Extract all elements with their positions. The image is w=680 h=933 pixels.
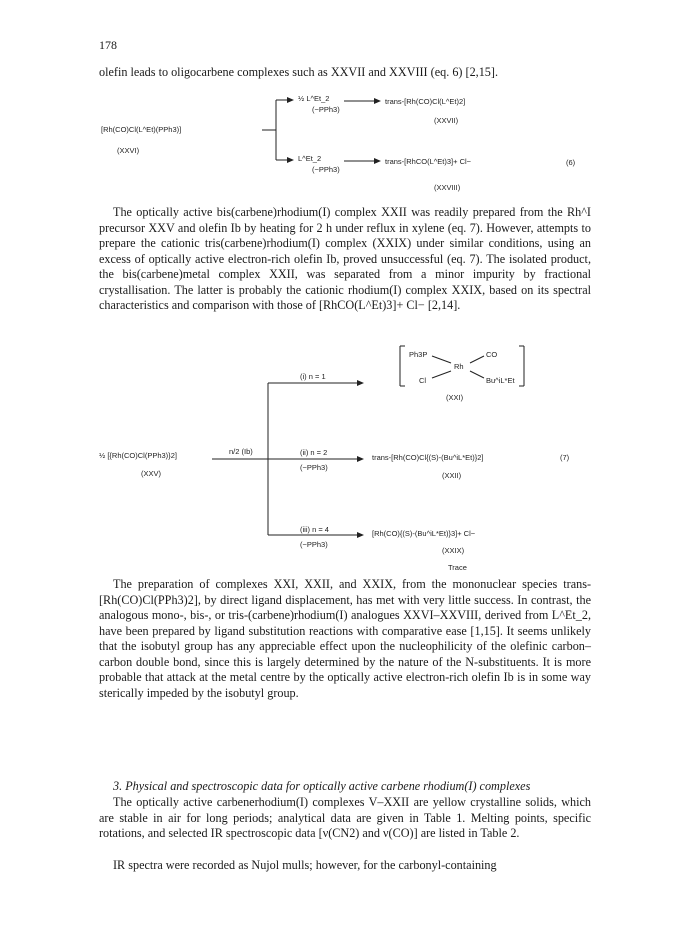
paragraph-2-text: The preparation of complexes XXI, XXII, and XXIX, from the mononuclear species trans-[Rh(CO)Cl(PPh3)2], by direct ligand displacement, has met with very little success. In contrast, the analogous mono-, bis-, or tris-(carbene)rhodium(I) analogues XXVI–XXVIII, derived from L^Et_2, have been prepared by ligand substitution reactions with comparative ease [1,15]. It seems unlikely that the isobutyl group has any appreciable effect upon the nucleophilicity of the olefinic carbon–carbon double bond, since this is largely determined by the nature of the N-substituents. It is more probable that attack at the metal centre by the optically active electron-rich olefin Ib is in some way sterically impeded by the isobutyl group.: [99, 577, 591, 700]
scheme6-bottom-condition: (−PPh3): [312, 165, 340, 174]
scheme7-branch-iii: (iii) n = 4: [300, 525, 329, 534]
paragraph-1-text: The optically active bis(carbene)rhodium(I) complex XXII was readily prepared from the Rh^I precursor XXV and olefin Ib by heating for 2 h under reflux in xylene (eq. 7). However, attempts to prepare the cationic tris(carbene)rhodium(I) complex (XXIX) under similar conditions, using an excess of optically active electron-rich olefin Ib, proved unsuccessful (eq. 7). The isolated product, the bis(carbene)metal complex XXII, was separated from a minor impurity by fractional crystallisation. The latter is probably the cationic rhodium(I) complex XXIX, based on its spectral characteristics and comparison with those of [RhCO(L^Et)3]+ Cl− [2,14].: [99, 205, 591, 312]
scheme6-top-product: trans-[Rh(CO)Cl(L^Et)2]: [385, 97, 466, 106]
scheme7-start-label: (XXV): [141, 469, 162, 478]
xxi-atom-ligand: Bu^iL*Et: [486, 376, 515, 385]
page-number: 178: [99, 38, 117, 52]
xxi-atom-cl: Cl: [419, 376, 427, 385]
scheme6-top-label: (XXVII): [434, 116, 459, 125]
scheme6-bottom-reagent: L^Et_2: [298, 154, 322, 163]
scheme6-top-reagent: ½ L^Et_2: [298, 94, 330, 103]
scheme7-product-i-label: (XXI): [446, 393, 464, 402]
paragraph-3-text: The optically active carbenerhodium(I) complexes V–XXII are yellow crystalline solids, which are stable in air for long periods; analytical data are given in Table 1. Melting points, specific rotations, and selected IR spectroscopic data [ν(CN2) and ν(CO)] are listed in Table 2.: [99, 795, 591, 840]
scheme7-product-ii-label: (XXII): [442, 471, 462, 480]
scheme7-branch-ii: (ii) n = 2: [300, 448, 328, 457]
scheme7-condition-ii: (−PPh3): [300, 463, 328, 472]
scheme7-main-condition: n/2 (Ib): [229, 447, 253, 456]
scheme6-top-condition: (−PPh3): [312, 105, 340, 114]
section-heading: 3. Physical and spectroscopic data for optically active carbene rhodium(I) complexes: [113, 779, 531, 793]
scheme7-start-complex: ½ [{Rh(CO)Cl(PPh3)}2]: [99, 451, 177, 460]
paragraph-4: [99, 858, 591, 874]
scheme6-bottom-product: trans-[RhCO(L^Et)3]+ Cl−: [385, 157, 472, 166]
xxi-atom-ph3p: Ph3P: [409, 350, 428, 359]
scheme6-start-label: (XXVI): [117, 146, 140, 155]
scheme7-product-iii: [Rh(CO){(S)-(Bu^iL*Et)}3]+ Cl−: [372, 529, 476, 538]
scheme7-branch-i: (i) n = 1: [300, 372, 326, 381]
scheme7-product-iii-note: Trace: [448, 563, 467, 572]
paragraph-2: [99, 577, 591, 701]
scheme6-eq-number: (6): [566, 158, 576, 167]
scheme6-bottom-label: (XXVIII): [434, 183, 461, 192]
scheme7-product-ii: trans-[Rh(CO)Cl{(S)-(Bu^iL*Et)}2]: [372, 453, 484, 462]
xxi-atom-rh: Rh: [454, 362, 464, 371]
paragraph-3: [99, 795, 591, 842]
scheme7-condition-iii: (−PPh3): [300, 540, 328, 549]
scheme6-start-complex: [Rh(CO)Cl(L^Et)(PPh3)]: [101, 125, 182, 134]
scheme7-product-iii-label: (XXIX): [442, 546, 465, 555]
intro-line: olefin leads to oligocarbene complexes such as XXVII and XXVIII (eq. 6) [2,15].: [99, 65, 499, 79]
scheme7-eq-number: (7): [560, 453, 570, 462]
xxi-atom-co: CO: [486, 350, 498, 359]
paragraph-4-text: IR spectra were recorded as Nujol mulls; however, for the carbonyl-containing: [113, 858, 497, 872]
